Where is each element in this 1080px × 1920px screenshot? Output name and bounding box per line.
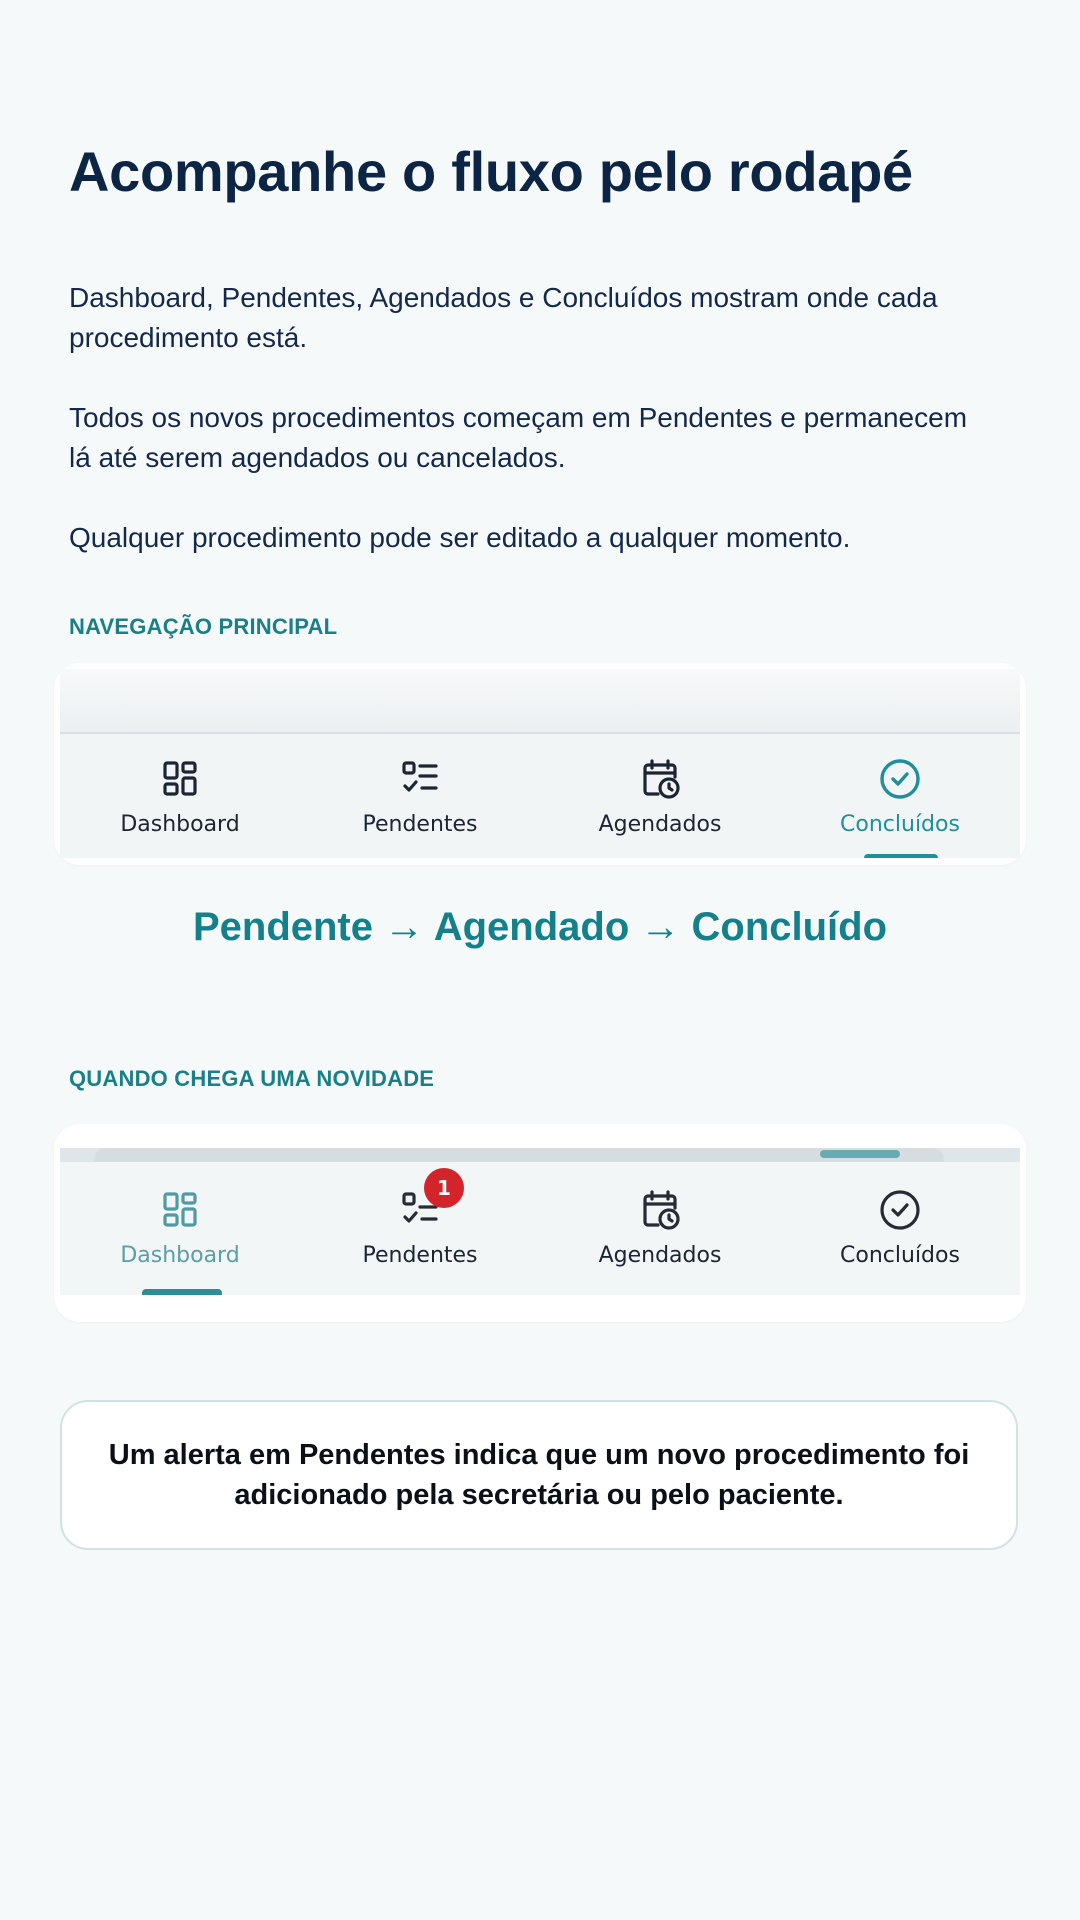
bottom-nav-bar xyxy=(60,1176,1020,1295)
nav-item-dashboard[interactable] xyxy=(60,757,300,858)
nav-item-concluidos[interactable] xyxy=(780,1188,1020,1295)
nav-item-concluidos[interactable] xyxy=(780,757,1020,858)
nav-label-concluidos: Concluídos xyxy=(840,1243,960,1268)
checklist-icon xyxy=(398,757,442,801)
nav-label-concluidos: Concluídos xyxy=(840,812,960,837)
top-bar-shape xyxy=(94,1148,944,1162)
nav-label-dashboard: Dashboard xyxy=(120,1243,240,1268)
nav-label-pendentes: Pendentes xyxy=(362,1243,478,1268)
calendar-clock-icon xyxy=(638,1188,682,1232)
nav-item-pendentes[interactable] xyxy=(300,757,540,858)
nav-label-agendados: Agendados xyxy=(598,812,722,837)
nav-label-dashboard: Dashboard xyxy=(120,812,240,837)
grid-icon xyxy=(158,757,202,801)
info-callout-text: Um alerta em Pendentes indica que um novo procedimento foi adicionado pela secretária ou pelo paciente. xyxy=(108,1439,970,1511)
screen-top-band xyxy=(60,1148,1020,1162)
status-flow-text: Pendente → Agendado → Concluído xyxy=(192,905,888,949)
grid-icon xyxy=(158,1188,202,1232)
page-title: Acompanhe o fluxo pelo rodapé xyxy=(69,140,913,203)
nav-item-agendados[interactable] xyxy=(540,1188,780,1295)
section-label-new-item: QUANDO CHEGA UMA NOVIDADE xyxy=(69,1066,435,1091)
bottom-nav-bar xyxy=(60,757,1020,858)
new-item-screenshot xyxy=(60,1148,1020,1295)
main-nav-screenshot xyxy=(60,669,1020,858)
checklist-icon xyxy=(398,1176,451,1232)
active-tab-indicator xyxy=(864,854,938,858)
calendar-clock-icon xyxy=(638,757,682,801)
notification-badge: 1 xyxy=(424,1168,464,1208)
section-label-main-nav: NAVEGAÇÃO PRINCIPAL xyxy=(69,614,338,639)
active-tab-indicator xyxy=(142,1289,222,1295)
check-circle-icon xyxy=(878,757,922,801)
check-circle-icon xyxy=(878,1188,922,1232)
nav-item-dashboard[interactable] xyxy=(60,1188,300,1295)
intro-paragraph-1: Dashboard, Pendentes, Agendados e Concluídos mostram onde cada procedimento está. xyxy=(69,282,938,353)
nav-item-pendentes[interactable] xyxy=(300,1176,540,1295)
info-callout xyxy=(60,1400,1018,1550)
nav-label-pendentes: Pendentes xyxy=(362,812,478,837)
nav-label-agendados: Agendados xyxy=(598,1243,722,1268)
intro-paragraph-2: Todos os novos procedimentos começam em Pendentes e permanecem lá até serem agendados ou cancelados. xyxy=(69,402,968,473)
screen-top-band xyxy=(60,669,1020,734)
intro-paragraph-3: Qualquer procedimento pode ser editado a qualquer momento. xyxy=(69,522,851,553)
nav-item-agendados[interactable] xyxy=(540,757,780,858)
top-bar-accent xyxy=(820,1150,900,1158)
